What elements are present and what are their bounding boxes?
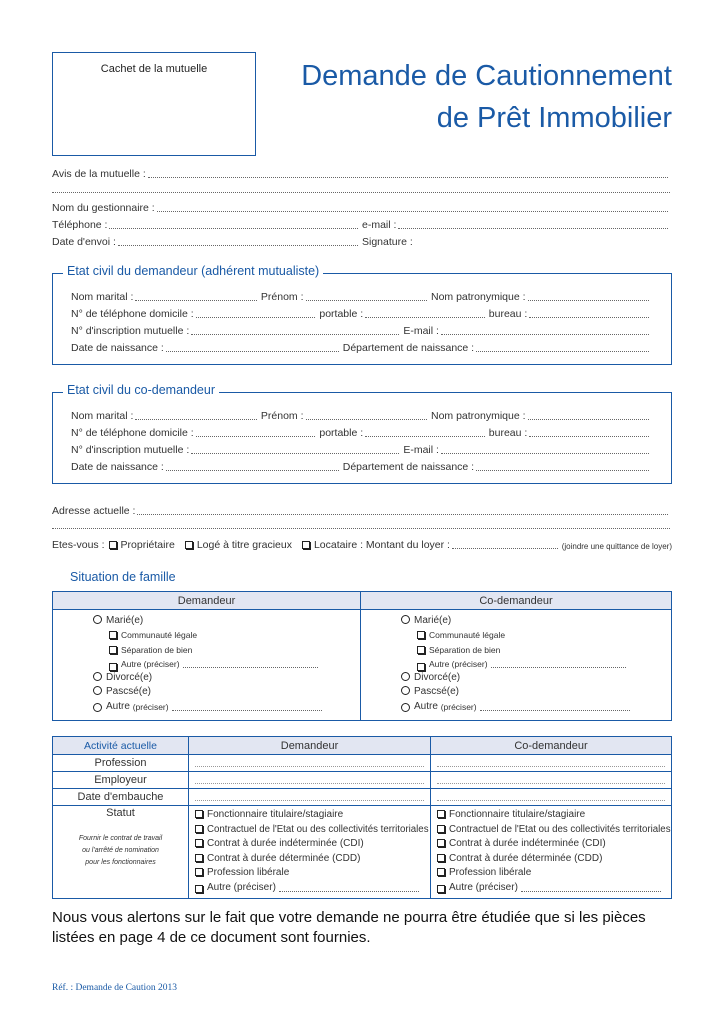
radio-icon[interactable] — [93, 672, 102, 681]
dem-communaute-option[interactable]: Communauté légale — [93, 628, 360, 642]
dem-liberale-option[interactable]: Profession libérale — [195, 866, 430, 881]
dem-separation-option[interactable]: Séparation de bien — [93, 643, 360, 657]
page-title — [301, 55, 672, 139]
checkbox-icon[interactable] — [185, 541, 193, 549]
checkbox-icon[interactable] — [417, 631, 425, 639]
activite-table — [52, 736, 672, 899]
warning-text: Nous vous alertons sur le fait que votre demande ne pourra être étudiée que si les pièces listées en page 4 de ce document sont fournies. — [52, 909, 646, 946]
codem-prenom-input[interactable] — [306, 411, 427, 420]
checkbox-icon[interactable] — [195, 839, 203, 847]
dem-departement-input[interactable] — [476, 343, 649, 352]
gracieux-option[interactable]: Logé à titre gracieux — [185, 539, 292, 551]
codem-tel-label: N° de téléphone domicile : — [71, 427, 194, 439]
dem-statut-cell — [189, 806, 431, 899]
title-line-2: de Prêt Immobilier — [436, 102, 672, 134]
codemandeur-row-1 — [71, 410, 653, 422]
checkbox-icon[interactable] — [195, 854, 203, 862]
adresse-extra-line[interactable] — [52, 528, 670, 529]
dem-departement-label: Département de naissance : — [342, 342, 475, 354]
famille-table — [52, 591, 672, 721]
dem-tel-input[interactable] — [196, 309, 316, 318]
gestionnaire-label: Nom du gestionnaire : — [52, 202, 155, 214]
codem-profession-input[interactable] — [431, 755, 672, 772]
codem-cdi-option[interactable]: Contrat à durée indéterminée (CDI) — [437, 837, 671, 852]
dem-bureau-label: bureau : — [488, 308, 528, 320]
dem-patronymique-label: Nom patronymique : — [430, 291, 526, 303]
codem-bureau-label: bureau : — [488, 427, 528, 439]
codem-tel-input[interactable] — [196, 428, 316, 437]
radio-icon[interactable] — [93, 686, 102, 695]
reference-text: Réf. : Demande de Caution 2013 — [52, 983, 178, 993]
checkbox-icon[interactable] — [195, 885, 203, 893]
codem-autre-sub-option[interactable]: Autre (préciser) — [401, 657, 671, 671]
codem-contractuel-option[interactable]: Contractuel de l'Etat ou des collectivités territoriales — [437, 823, 671, 838]
dem-profession-input[interactable] — [189, 755, 431, 772]
demandeur-row-3 — [71, 325, 653, 337]
employeur-label: Employeur — [53, 772, 189, 789]
codemandeur-section — [52, 383, 672, 484]
dem-embauche-input[interactable] — [189, 789, 431, 806]
codem-nom-marital-input[interactable] — [135, 411, 256, 420]
statut-note: Fournir le contrat de travail ou l'arrêté de nomination pour les fonctionnaires — [78, 835, 163, 866]
codem-inscription-label: N° d'inscription mutuelle : — [71, 444, 190, 456]
signature-field[interactable] — [362, 236, 672, 248]
dem-email-input[interactable] — [441, 326, 649, 335]
checkbox-icon[interactable] — [302, 541, 310, 549]
codem-employeur-input[interactable] — [431, 772, 672, 789]
locataire-option[interactable]: Locataire : Montant du loyer : — [302, 539, 450, 551]
dem-cdi-option[interactable]: Contrat à durée indéterminée (CDI) — [195, 837, 430, 852]
checkbox-icon[interactable] — [437, 839, 445, 847]
codem-nom-marital-label: Nom marital : — [71, 410, 134, 422]
codem-email-input[interactable] — [441, 445, 649, 454]
checkbox-icon[interactable] — [109, 541, 117, 549]
embauche-label: Date d'embauche — [53, 789, 189, 806]
codem-naissance-label: Date de naissance : — [71, 461, 164, 473]
dem-marie-option[interactable]: Marié(e) — [93, 614, 360, 628]
activite-title: Activité actuelle — [53, 737, 189, 755]
codem-patronymique-label: Nom patronymique : — [430, 410, 526, 422]
famille-col-demandeur: Demandeur — [53, 592, 361, 610]
dem-bureau-input[interactable] — [529, 309, 649, 318]
dem-portable-input[interactable] — [365, 309, 485, 318]
loyer-input[interactable] — [452, 540, 558, 549]
checkbox-icon[interactable] — [109, 663, 117, 671]
codemandeur-section-title: Etat civil du co-demandeur — [63, 383, 219, 397]
codem-divorce-option[interactable]: Divorcé(e) — [401, 671, 671, 685]
email-label: e-mail : — [362, 219, 397, 231]
codem-departement-input[interactable] — [476, 462, 649, 471]
dem-autre-sub-option[interactable]: Autre (préciser) — [93, 657, 360, 671]
statut-label: Statut — [106, 807, 135, 819]
dem-prenom-label: Prénom : — [260, 291, 304, 303]
radio-icon[interactable] — [401, 615, 410, 624]
dem-inscription-input[interactable] — [191, 326, 399, 335]
checkbox-icon[interactable] — [195, 868, 203, 876]
logement-row — [52, 539, 672, 551]
radio-icon[interactable] — [93, 703, 102, 712]
demandeur-row-4 — [71, 342, 653, 354]
codem-cdd-option[interactable]: Contrat à durée déterminée (CDD) — [437, 852, 671, 867]
codem-naissance-input[interactable] — [166, 462, 339, 471]
dem-patronymique-input[interactable] — [528, 292, 649, 301]
famille-title: Situation de famille — [70, 570, 176, 584]
dem-inscription-label: N° d'inscription mutuelle : — [71, 325, 190, 337]
adresse-label: Adresse actuelle : — [52, 505, 136, 517]
dem-autre-option[interactable]: Autre (préciser) — [93, 700, 360, 714]
codem-autre-option-activite[interactable]: Autre (préciser) — [437, 881, 671, 896]
avis-extra-line[interactable] — [52, 192, 670, 193]
checkbox-icon[interactable] — [109, 631, 117, 639]
codemandeur-row-2 — [71, 427, 653, 439]
codem-pacse-option[interactable]: Pascsé(e) — [401, 685, 671, 699]
codem-separation-option[interactable]: Séparation de bien — [401, 643, 671, 657]
codem-bureau-input[interactable] — [529, 428, 649, 437]
codem-autre-option[interactable]: Autre (préciser) — [401, 700, 671, 714]
demandeur-row-2 — [71, 308, 653, 320]
codemandeur-row-3 — [71, 444, 653, 456]
dem-nom-marital-input[interactable] — [135, 292, 256, 301]
statut-cell — [53, 806, 189, 899]
dem-cdd-option[interactable]: Contrat à durée déterminée (CDD) — [195, 852, 430, 867]
codem-departement-label: Département de naissance : — [342, 461, 475, 473]
codem-portable-label: portable : — [319, 427, 364, 439]
checkbox-icon[interactable] — [417, 646, 425, 654]
dem-nom-marital-label: Nom marital : — [71, 291, 134, 303]
codem-liberale-option[interactable]: Profession libérale — [437, 866, 671, 881]
stamp-box — [52, 52, 256, 156]
codem-portable-input[interactable] — [365, 428, 485, 437]
dem-employeur-input[interactable] — [189, 772, 431, 789]
date-envoi-field[interactable] — [52, 236, 362, 248]
famille-col-codemandeur: Co-demandeur — [361, 592, 672, 610]
dem-portable-label: portable : — [319, 308, 364, 320]
codem-inscription-input[interactable] — [191, 445, 399, 454]
demandeur-section-title: Etat civil du demandeur (adhérent mutualiste) — [63, 264, 323, 278]
famille-demandeur-cell — [53, 610, 361, 721]
telephone-field[interactable] — [52, 219, 362, 231]
checkbox-icon[interactable] — [109, 646, 117, 654]
activite-col-demandeur: Demandeur — [189, 737, 431, 755]
dem-pacse-option[interactable]: Pascsé(e) — [93, 685, 360, 699]
dem-prenom-input[interactable] — [306, 292, 427, 301]
activite-col-codemandeur: Co-demandeur — [431, 737, 672, 755]
codem-fonctionnaire-option[interactable]: Fonctionnaire titulaire/stagiaire — [437, 808, 671, 823]
gestionnaire-field[interactable] — [52, 202, 672, 214]
dem-autre-option-activite[interactable]: Autre (préciser) — [195, 881, 430, 896]
codem-email-label: E-mail : — [403, 444, 439, 456]
stamp-label: Cachet de la mutuelle — [100, 63, 208, 75]
date-envoi-label: Date d'envoi : — [52, 236, 116, 248]
adresse-field[interactable] — [52, 505, 672, 517]
dem-fonctionnaire-option[interactable]: Fonctionnaire titulaire/stagiaire — [195, 808, 430, 823]
checkbox-icon[interactable] — [195, 810, 203, 818]
dem-naissance-input[interactable] — [166, 343, 339, 352]
title-line-1: Demande de Cautionnement — [301, 60, 672, 92]
profession-label: Profession — [53, 755, 189, 772]
codem-communaute-option[interactable]: Communauté légale — [401, 628, 671, 642]
demandeur-section — [52, 264, 672, 365]
proprietaire-option[interactable]: Propriétaire — [109, 539, 175, 551]
codem-patronymique-input[interactable] — [528, 411, 649, 420]
codem-marie-option[interactable]: Marié(e) — [401, 614, 671, 628]
codem-embauche-input[interactable] — [431, 789, 672, 806]
avis-label: Avis de la mutuelle : — [52, 168, 146, 180]
checkbox-icon[interactable] — [437, 854, 445, 862]
radio-icon[interactable] — [93, 615, 102, 624]
avis-field[interactable] — [52, 168, 672, 180]
checkbox-icon[interactable] — [437, 885, 445, 893]
codem-statut-cell — [431, 806, 672, 899]
dem-contractuel-option[interactable]: Contractuel de l'Etat ou des collectivités territoriales — [195, 823, 430, 838]
famille-codemandeur-cell — [361, 610, 672, 721]
signature-label: Signature : — [362, 236, 413, 248]
radio-icon[interactable] — [401, 686, 410, 695]
radio-icon[interactable] — [401, 703, 410, 712]
checkbox-icon[interactable] — [417, 663, 425, 671]
codemandeur-row-4 — [71, 461, 653, 473]
dem-tel-label: N° de téléphone domicile : — [71, 308, 194, 320]
etes-vous-label: Etes-vous : — [52, 539, 105, 551]
checkbox-icon[interactable] — [195, 825, 203, 833]
dem-naissance-label: Date de naissance : — [71, 342, 164, 354]
quittance-note: (joindre une quittance de loyer) — [561, 542, 672, 551]
checkbox-icon[interactable] — [437, 825, 445, 833]
dem-divorce-option[interactable]: Divorcé(e) — [93, 671, 360, 685]
checkbox-icon[interactable] — [437, 868, 445, 876]
dem-email-label: E-mail : — [403, 325, 439, 337]
telephone-label: Téléphone : — [52, 219, 108, 231]
demandeur-row-1 — [71, 291, 653, 303]
email-field[interactable] — [362, 219, 672, 231]
radio-icon[interactable] — [401, 672, 410, 681]
checkbox-icon[interactable] — [437, 810, 445, 818]
codem-prenom-label: Prénom : — [260, 410, 304, 422]
